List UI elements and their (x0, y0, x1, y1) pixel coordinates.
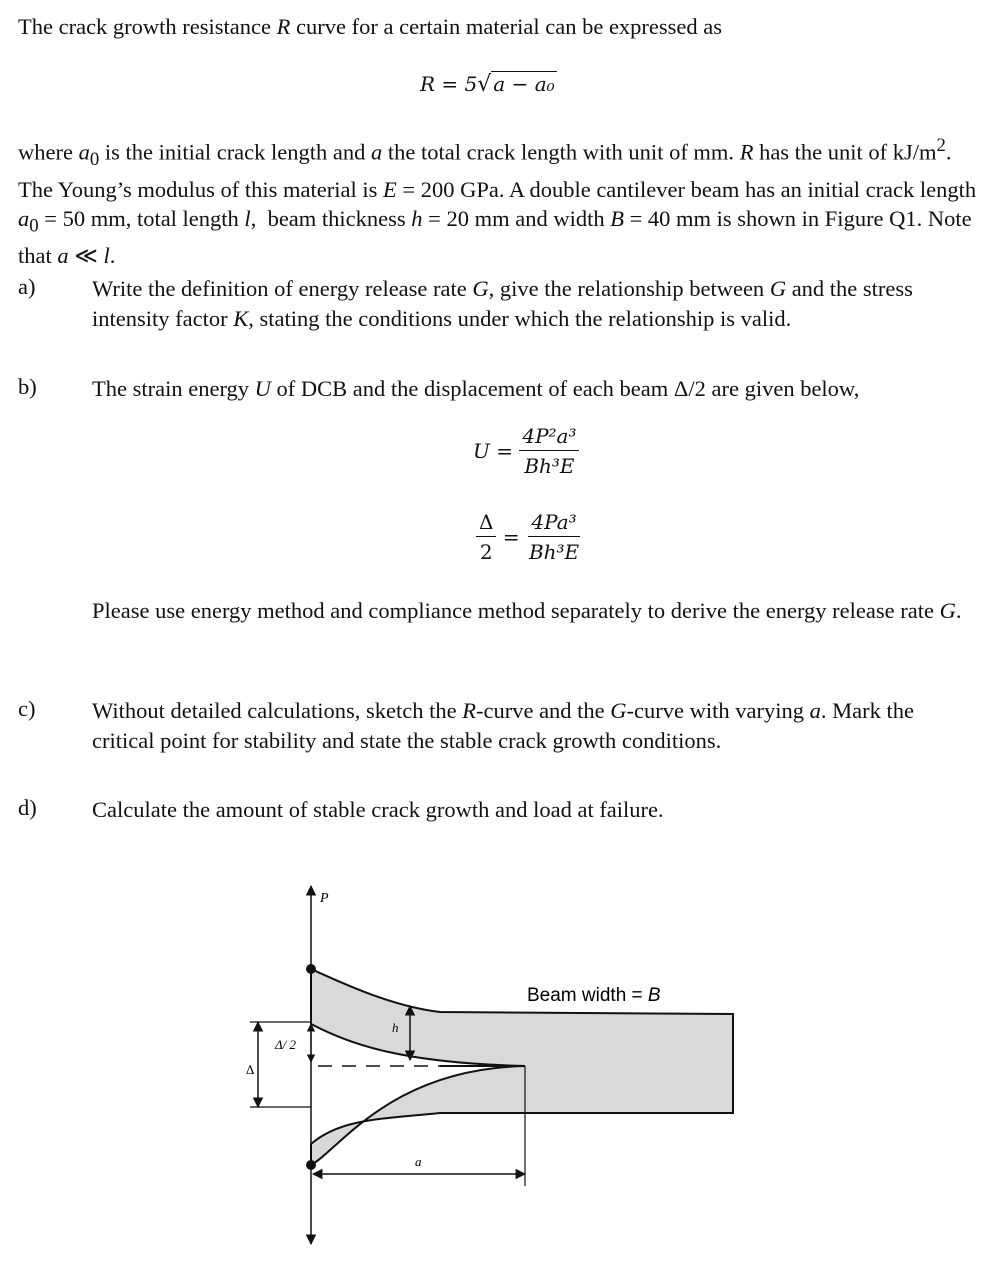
eq-d-num: 4Pa³ (528, 510, 579, 537)
crack-length-label: a (415, 1154, 422, 1169)
eq-d-lhs-num: Δ (476, 510, 496, 537)
r-eq-lhs: R = 5 (420, 72, 478, 96)
load-point-bottom (306, 1160, 316, 1170)
question-a-label: a) (18, 274, 36, 299)
beam-width-symbol: B (647, 985, 661, 1006)
intro-line (18, 14, 722, 40)
eq-d-lhs-den: 2 (479, 540, 493, 564)
eq-u-num: 4P²a³ (519, 424, 579, 451)
equation-delta (476, 510, 582, 564)
intro-paragraph: where $a_0$ is the initial crack length and a the total crack length with unit of mm. R has the unit of $kJ/m^2$. The Young’s modulus of this material is E = 200 GPa. A double cantilever beam has an initial crack length $a_0 = 50$ mm, total length l, beam thickness h = 20 mm and width B = 40 mm is shown in Figure Q1. Note that a ≪ l. (18, 135, 977, 268)
question-a-text: Write the definition of energy release rate G, give the relationship between G and the stress intensity factor K, stating the conditions under which the relationship is valid. (92, 276, 913, 331)
thickness-label: h (392, 1020, 399, 1035)
half-delta-label: Δ/ 2 (275, 1037, 296, 1052)
equation-u (473, 424, 579, 478)
intro-text: The crack growth resistance R curve for a certain material can be expressed as (18, 14, 723, 39)
r-eq-radicand: a − a₀ (493, 72, 555, 96)
eq-u-lhs: U = (473, 439, 513, 463)
delta-label: Δ (246, 1062, 255, 1077)
load-point-top (306, 964, 316, 974)
question-c-label: c) (18, 696, 36, 721)
r-equation: R = 5√ a − a₀ (420, 72, 555, 97)
question-d-label: d) (18, 795, 37, 820)
beam-width-label (527, 985, 661, 1006)
eq-u-den: Bh³E (524, 454, 575, 478)
eq-d-equals: = (502, 525, 520, 549)
question-b-text: The strain energy U of DCB and the displacement of each beam Δ/2 are given below, (92, 376, 860, 401)
load-label: P (320, 891, 329, 906)
question-b-label: b) (18, 374, 37, 399)
question-c-text: Without detailed calculations, sketch the R-curve and the G-curve with varying a. Mark the critical point for stability and state the stable crack growth conditions. (92, 698, 914, 753)
eq-d-den: Bh³E (528, 540, 580, 564)
dcb-figure (0, 864, 1006, 1264)
question-b-followup: Please use energy method and compliance method separately to derive the energy release rate G. (92, 598, 962, 623)
question-d-text: Calculate the amount of stable crack growth and load at failure. (92, 797, 664, 822)
beam-width-text: Beam width = (527, 985, 648, 1006)
